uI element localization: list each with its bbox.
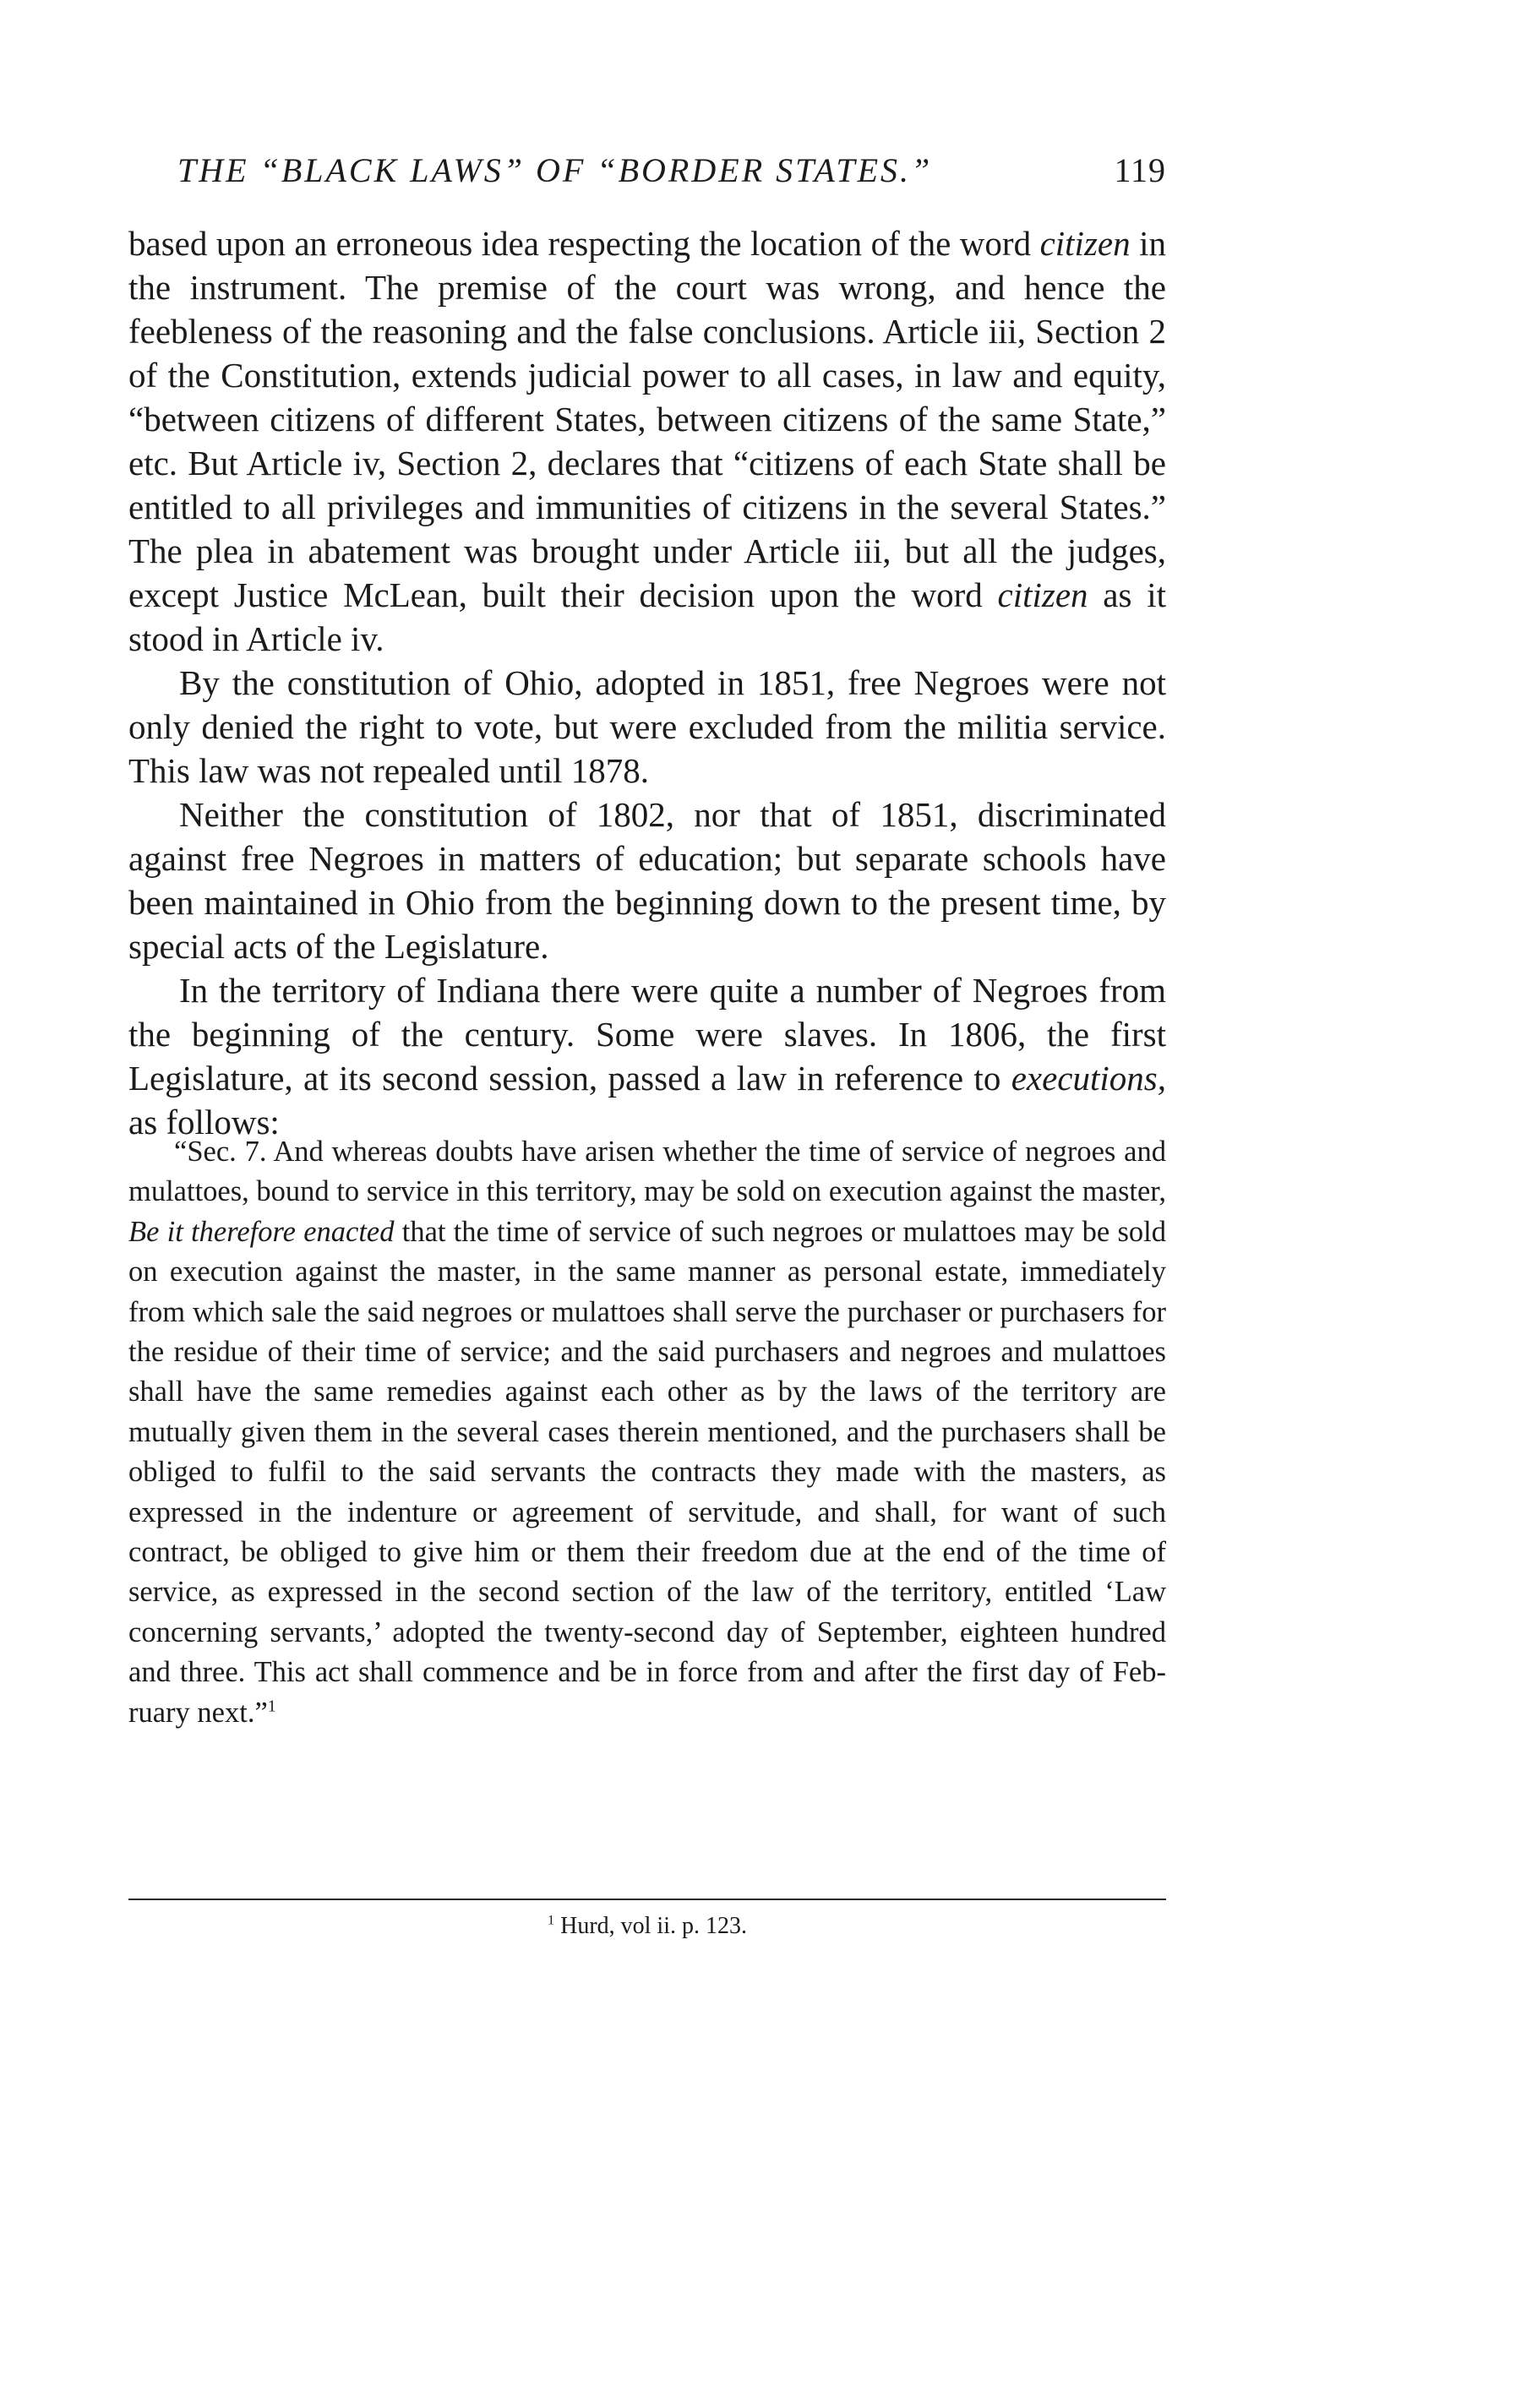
footnote-text: Hurd, vol ii. p. 123. bbox=[560, 1913, 747, 1939]
italic-segment: citizen bbox=[997, 575, 1088, 614]
footnote-mark: 1 bbox=[547, 1912, 555, 1928]
text-segment: as follows: bbox=[128, 1103, 280, 1141]
text-segment: “Sec. 7. And whereas doubts have arisen whether the time of service of negroes and mulattoes, bound to service in this territory, may be sold on execution against the master, bbox=[128, 1136, 1166, 1208]
text-segment: Neither the constitution of 1802, nor that of 1851, discriminated against free Negroes in matters of education; but separate schools have been maintained in Ohio from the beginning down to the present time, by special acts of the Legislature. bbox=[128, 795, 1166, 966]
text-segment: By the constitution of Ohio, adopted in 1851, free Negroes were not only denied the right to vote, but were excluded from the militia service. This law was not repealed until 1878. bbox=[128, 663, 1166, 790]
running-head bbox=[128, 150, 1166, 201]
italic-segment: citizen bbox=[1039, 224, 1131, 263]
paragraph-education bbox=[128, 793, 1166, 968]
footnote-reference: 1 bbox=[267, 1697, 276, 1716]
paragraph-indiana bbox=[128, 968, 1166, 1144]
text-segment: that the time of service of such negroes or mulattoes may be sold on execution against the master, in the same manner as personal estate, immediately from which sale the said negroes or mulattoes shall serve the purchaser or purchasers for the residue of their time of service; and the said purchasers and negroes and mulattoes shall have the same remedies against each other as by the laws of the territory are mutually given them in the several cases therein mentioned, and the purchasers shall be obliged to fulfil to the said servants the contracts they made with the masters, as expressed in the indenture or agreement of servitude, and shall, for want of such contract, be obliged to give him or them their freedom due at the end of the time of service, as expressed in the second section of the law of the territory, entitled ‘Law concerning servants,’ adopted the twenty-second day of September, eighteen hundred and three. This act shall commence and be in force from and after the first day of February next.” bbox=[128, 1215, 1166, 1729]
text-segment: In the territory of Indiana there were quite a number of Negroes from the beginning of the century. Some were slaves. In 1806, the first Legislature, at its second session, passed a law in reference to bbox=[128, 971, 1166, 1098]
text-segment: in the instrument. The premise of the court was wrong, and hence the feebleness of the reasoning and the false conclusions. Article iii, Section 2 of the Constitution, extends judicial power to all cases, in law and equity, “between citizens of different States, between citizens of the same State,” etc. But Article iv, Section 2, declares that “citizens of each State shall be entitled to all privileges and immunities of citizens in the several States.” The plea in abatement was brought under Article iii, but all the judges, except Justice McLean, built their decision upon the word bbox=[128, 224, 1166, 614]
paragraph-ohio-constitution bbox=[128, 661, 1166, 793]
body-text bbox=[128, 221, 1166, 1144]
italic-segment: Be it therefore enacted bbox=[128, 1215, 395, 1248]
footnote-divider bbox=[128, 1899, 1166, 1900]
running-title: THE “BLACK LAWS” OF “BORDER STATES.” bbox=[177, 151, 933, 189]
book-page bbox=[128, 0, 1166, 2408]
italic-segment: executions, bbox=[1011, 1059, 1166, 1098]
block-quote bbox=[128, 1132, 1166, 1733]
text-segment: based upon an erroneous idea respecting the location of the word bbox=[128, 224, 1040, 263]
page-number: 119 bbox=[1114, 151, 1166, 189]
footnote bbox=[128, 1911, 1166, 1942]
text-segment: as it stood in Article iv. bbox=[128, 575, 1166, 658]
paragraph-continuation bbox=[128, 221, 1166, 661]
